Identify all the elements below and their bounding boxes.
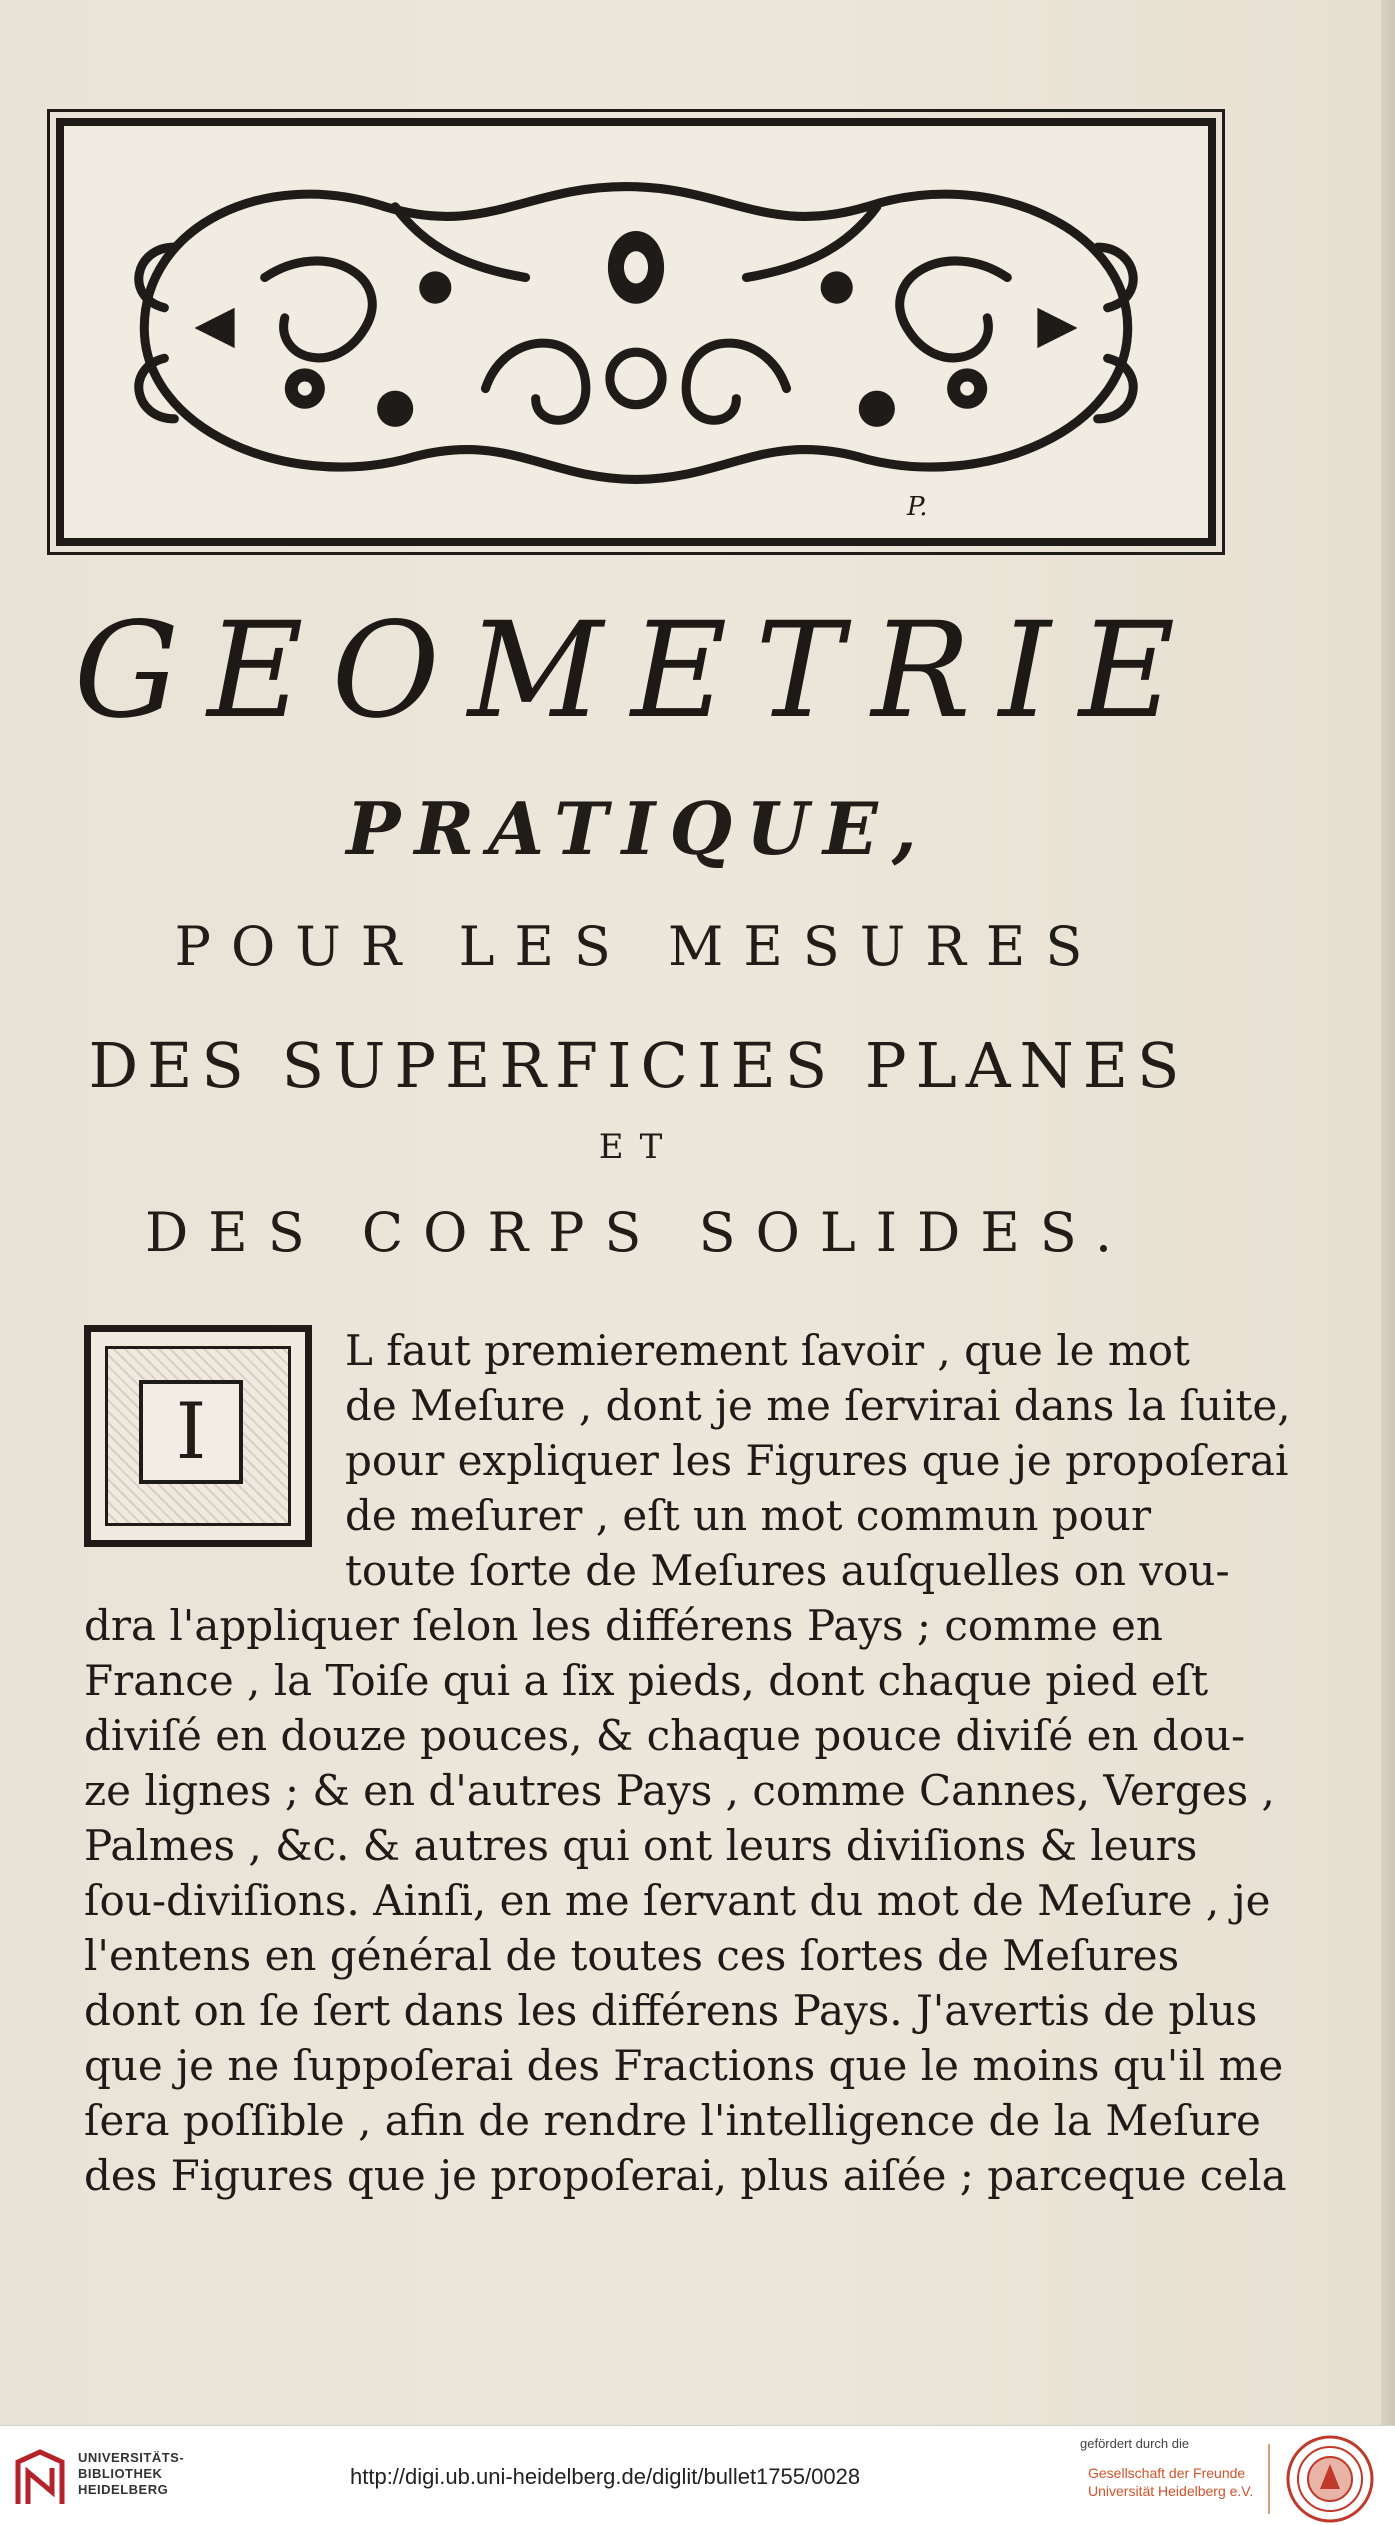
- university-seal-icon[interactable]: [1285, 2434, 1375, 2524]
- sponsor-divider: [1268, 2444, 1270, 2514]
- drop-cap-letter: I: [139, 1380, 243, 1484]
- body-line: Palmes , &c. & autres qui ont leurs diviſions & leurs: [84, 1821, 1198, 1870]
- body-line: ſera poſſible , afin de rendre l'intelligence de la Meſure: [84, 2096, 1261, 2145]
- ornament-engraver-initials: P.: [906, 491, 928, 522]
- page-edge-shadow: [1381, 0, 1395, 2425]
- sponsor-name[interactable]: Gesellschaft der Freunde Universität Heidelberg e.V.: [1088, 2465, 1254, 2499]
- body-line: de meſurer , eſt un mot commun pour: [345, 1491, 1152, 1540]
- body-line: que je ne ſuppoſerai des Fractions que le moins qu'il me: [84, 2041, 1284, 2090]
- sponsor-note: gefördert durch die: [1080, 2436, 1190, 2451]
- title-line-et: ET: [598, 1127, 679, 1167]
- body-line: de Meſure , dont je me ſervirai dans la ſuite,: [345, 1381, 1291, 1430]
- body-line: ſou-diviſions. Ainſi, en me ſervant du mot de Meſure , je: [84, 1876, 1271, 1925]
- library-name: UNIVERSITÄTS- BIBLIOTHEK HEIDELBERG: [78, 2450, 185, 2497]
- title-line-superficies: DES SUPERFICIES PLANES: [88, 1029, 1189, 1102]
- drop-cap-frame: [84, 1325, 312, 1547]
- body-line: l'entens en général de toutes ces ſortes de Meſures: [84, 1931, 1180, 1980]
- title-line-corps-solides: DES CORPS SOLIDES.: [144, 1201, 1132, 1264]
- ornamental-headpiece: [56, 118, 1216, 546]
- title-pratique: PRATIQUE,: [346, 786, 931, 871]
- body-line: des Figures que je propoſerai, plus aiſée ; parceque cela: [84, 2151, 1287, 2200]
- title-geometrie: GEOMETRIE: [73, 594, 1204, 748]
- university-library-logo-icon[interactable]: [14, 2448, 66, 2508]
- body-line: L faut premierement ſavoir , que le mot: [345, 1326, 1190, 1375]
- body-line: dont on ſe ſert dans les différens Pays. J'avertis de plus: [84, 1986, 1258, 2035]
- body-line: France , la Toiſe qui a ſix pieds, dont chaque pied eſt: [84, 1656, 1209, 1705]
- body-line: dra l'appliquer ſelon les différens Pays ; comme en: [84, 1601, 1163, 1650]
- permalink-url[interactable]: http://digi.ub.uni-heidelberg.de/diglit/bullet1755/0028: [350, 2464, 861, 2489]
- scrollwork-ornament-icon: [64, 126, 1208, 538]
- title-line-pour-les-mesures: POUR LES MESURES: [174, 915, 1103, 978]
- body-line: diviſé en douze pouces, & chaque pouce diviſé en dou-: [84, 1711, 1246, 1760]
- body-line: toute ſorte de Meſures auſquelles on vou-: [345, 1546, 1230, 1595]
- body-line: pour expliquer les Figures que je propoſerai: [345, 1436, 1289, 1485]
- digitization-footer: [0, 2425, 1395, 2525]
- body-line: ze lignes ; & en d'autres Pays , comme Cannes, Verges ,: [84, 1766, 1275, 1815]
